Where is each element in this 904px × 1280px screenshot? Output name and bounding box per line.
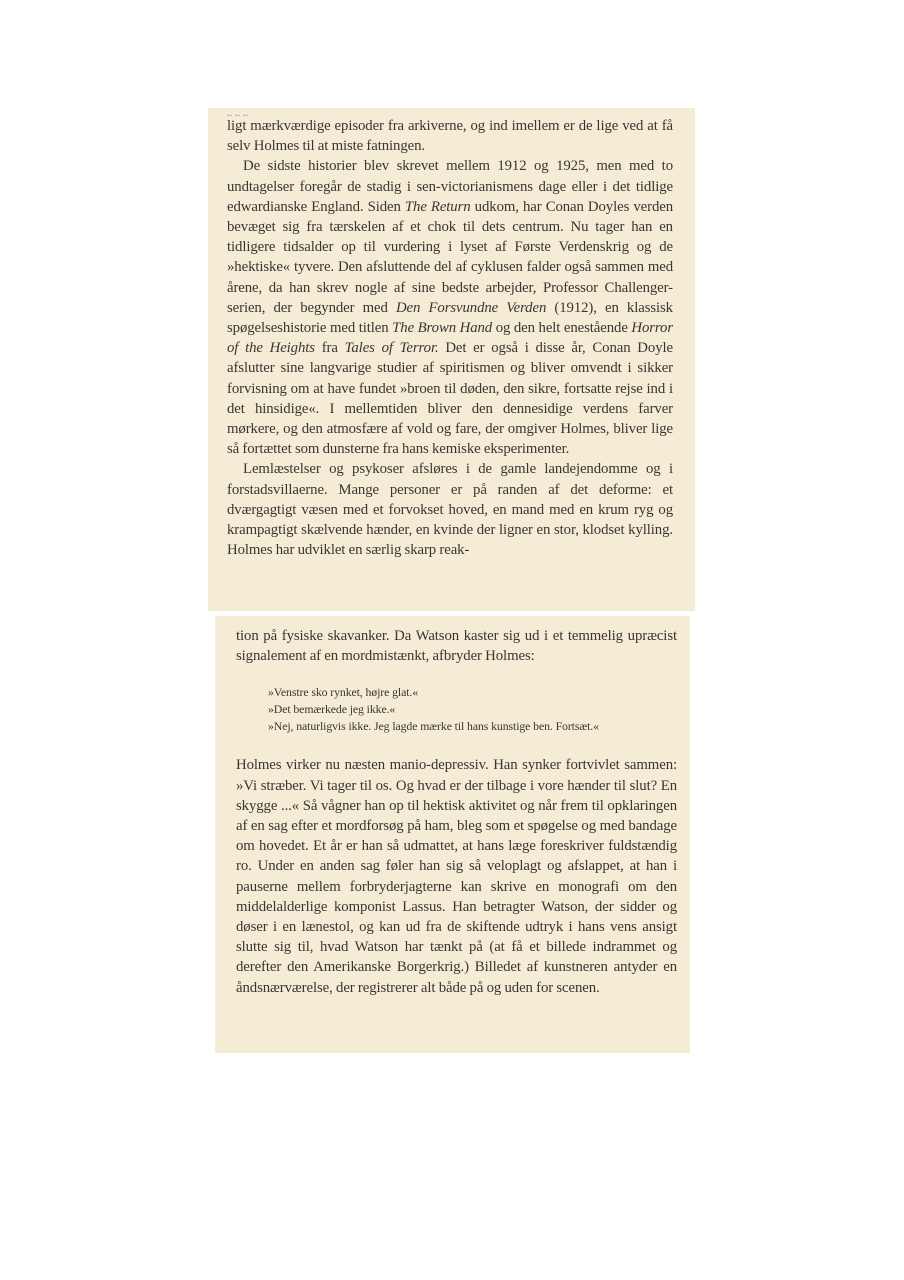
- title-the-return: The Return: [404, 198, 471, 215]
- title-tales-of-terror: Tales of Terror.: [344, 340, 439, 357]
- quote-line: »Det bemærkede jeg ikke.«: [268, 702, 396, 717]
- paragraph-continued-bottom: tion på fysiske skavanker. Da Watson kaster sig ud i et temmelig upræcist signalement af en mordmistænkt, afbryder Holmes:: [236, 628, 677, 665]
- page-scan-top: [208, 108, 695, 611]
- paragraph-mutilations: Lemlæstelser og psykoser afsløres i de gamle landejendomme og i forstadsvillaerne. Mange personer er på randen af det deforme: et dværgagtigt væsen med et forvokset hoved, en mand med en krum ryg og krampagtigt skælvende hænder, en kvinde der ligner en stor, klodset kylling. Holmes har udviklet en særlig skarp reak-: [227, 461, 673, 559]
- paragraph-continued: ligt mærkværdige episoder fra arkiverne, og ind imellem er de lige ved at få selv Holmes til at miste fatningen.: [227, 118, 673, 155]
- paragraph-last-stories: De sidste historier blev skrevet mellem 1912 og 1925, men med to undtagelser foregår de stadig i sen-victorianismens dage eller i det tidlige edwardianske England. Siden The Return udkom, har Conan Doyles verden bevæget sig fra tærskelen af et chok til dets centrum. Nu tager han en tidligere tidsalder op til vurdering i lyset af Første Verdenskrig og de »hektiske« tyvere. Den afsluttende del af cyklusen falder også sammen med årene, da han skrev nogle af sine bedste arbejder, Professor Challenger-serien, der begynder med Den Forsvundne Verden (1912), en klassisk spøgelseshistorie med titlen The Brown Hand og den helt enestående Horror of the Heights fra Tales of Terror. Det er også i disse år, Conan Doyle afslutter sine langvarige studier af spiritismen og bliver omvendt i sikker forvisning om at have fundet »broen til døden, den sikre, fortsatte rejse ind i det hinsidige«. I mellemtiden bliver den dennesidige verdens farver mørkere, og den atmosfære af vold og fare, der omgiver Holmes, bliver lige så fortættet som dunsterne fra hans kemiske eksperimenter.: [227, 158, 674, 458]
- dialogue-quote: [268, 684, 677, 735]
- paragraph-manic-depressive: Holmes virker nu næsten manio-depressiv. Han synker fortvivlet sammen: »Vi stræber. Vi tager til os. Og hvad er der tilbage i vore hænder til slut? En skygge ...« Så vågner han op til hektisk aktivitet og når frem til opklaringen af en sag efter et mordforsøg på ham, bleg som et spøgelse og med bandage om hovedet. Et år er han så udmattet, at hans læge foreskriver fuldstændig ro. Under en anden sag føler han sig så veloplagt og afslappet, at han i pauserne mellem forbryderjagterne kan skrive en monografi om den middelalderlige komponist Lassus. Han betragter Watson, der sidder og døser i en lænestol, og kan ud fra de skiftende udtryk i hans vens ansigt slutte sig til, hvad Watson har tænkt på (at få et billede indrammet og derefter den Amerikanske Borgerkrig.) Billedet af kunstneren antyder en åndsnærværelse, der registrerer alt både på og uden for scenen.: [236, 757, 677, 996]
- quote-line: »Nej, naturligvis ikke. Jeg lagde mærke til hans kunstige ben. Fortsæt.«: [268, 719, 599, 734]
- title-den-forsvundne-verden: Den Forsvundne Verden: [395, 299, 547, 316]
- quote-line: »Venstre sko rynket, højre glat.«: [268, 685, 419, 700]
- title-horror-of-the-heights: Horror of the Heights: [227, 320, 673, 357]
- page-scan-bottom: [215, 616, 690, 1053]
- title-the-brown-hand: The Brown Hand: [392, 320, 493, 337]
